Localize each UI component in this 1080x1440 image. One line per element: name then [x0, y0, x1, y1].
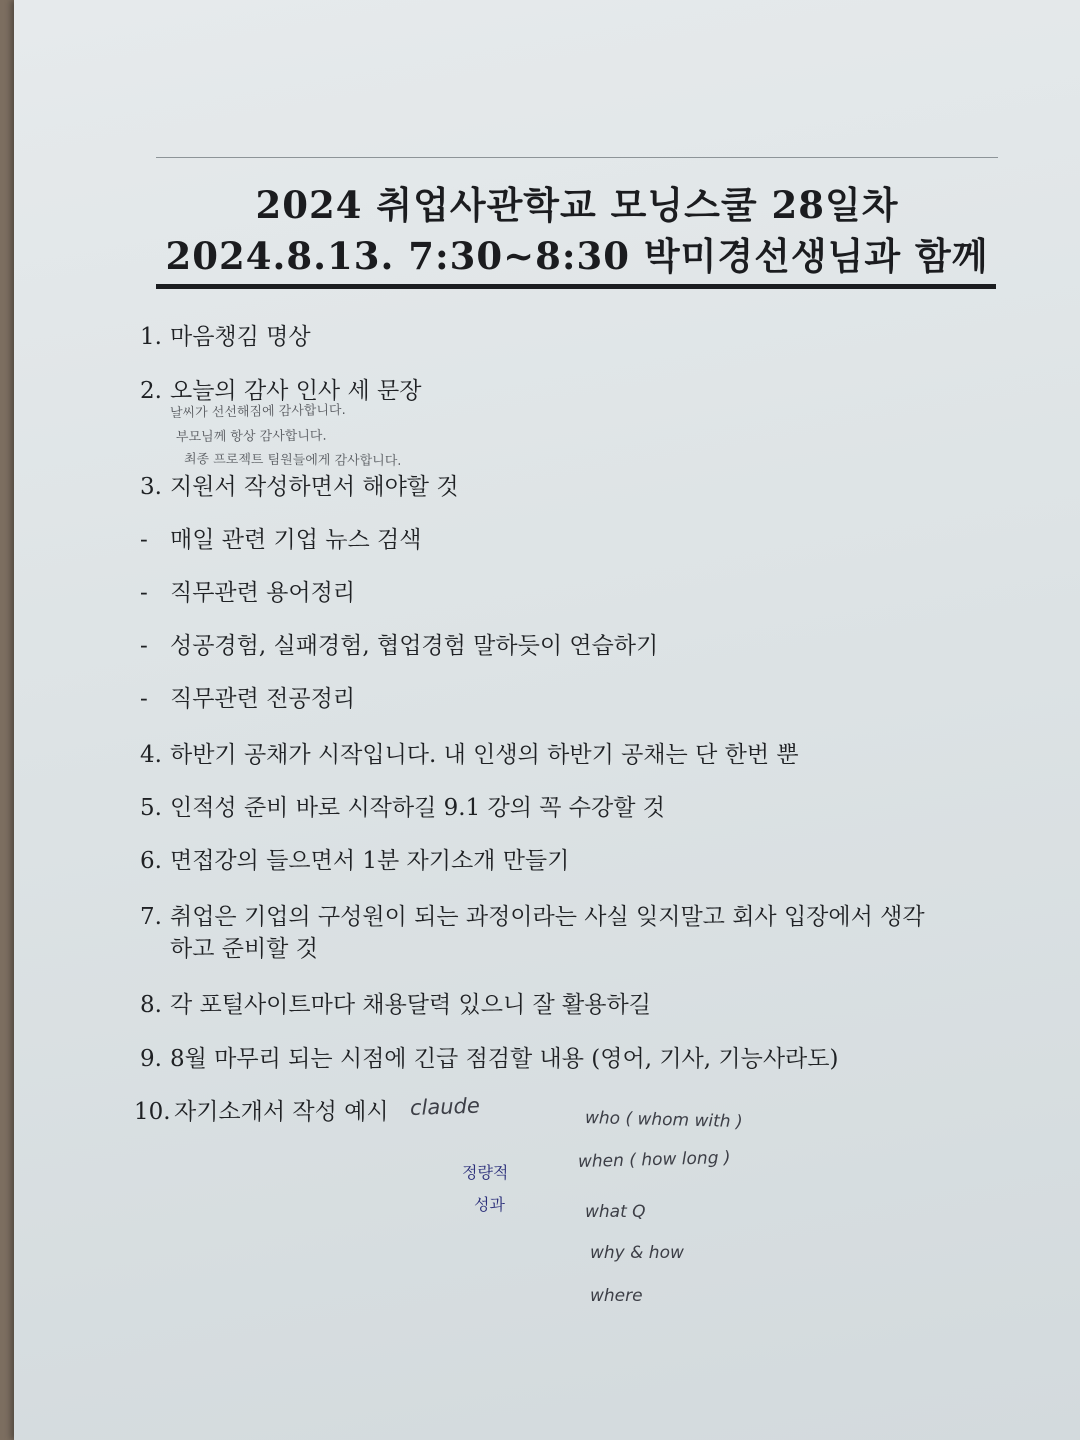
item-number: 9. — [140, 1046, 162, 1072]
item-text: 직무관련 전공정리 — [170, 686, 356, 712]
handwritten-gratitude-3: 최종 프로젝트 팀원들에게 감사합니다. — [183, 452, 402, 469]
item-text: 8월 마무리 되는 시점에 긴급 점검할 내용 (영어, 기사, 기능사라도) — [170, 1046, 839, 1072]
item-number: 10. — [134, 1099, 171, 1125]
list-item — [140, 574, 355, 607]
item-text: 마음챙김 명상 — [170, 324, 311, 350]
list-item — [140, 627, 658, 660]
list-item — [140, 468, 459, 501]
list-item — [140, 318, 311, 351]
item-number: 7. — [140, 904, 162, 930]
list-item — [140, 521, 421, 554]
list-item — [140, 736, 799, 769]
item-number: 1. — [140, 324, 162, 350]
item-number: 3. — [140, 474, 162, 500]
list-item — [140, 680, 355, 713]
item-number: 6. — [140, 848, 162, 874]
document-title: 2024 취업사관학교 모닝스쿨 28일차 — [255, 183, 899, 227]
item-text: 취업은 기업의 구성원이 되는 과정이라는 사실 잊지말고 회사 입장에서 생각 — [170, 904, 925, 930]
item-text: 자기소개서 작성 예시 — [174, 1099, 389, 1125]
handwritten-five-w-5: where — [590, 1286, 643, 1306]
list-item — [140, 986, 651, 1019]
item-number: 2. — [140, 378, 162, 404]
handwritten-five-w-1: who ( whom with ) — [584, 1108, 743, 1133]
item-text: 인적성 준비 바로 시작하길 9.1 강의 꼭 수강할 것 — [170, 795, 665, 821]
item-bullet: - — [140, 633, 148, 659]
header-divider — [156, 284, 996, 289]
item-bullet: - — [140, 527, 148, 553]
handwritten-gratitude-2: 부모님께 항상 감사합니다. — [175, 428, 327, 445]
handwritten-claude: claude — [409, 1093, 481, 1120]
item-number: 4. — [140, 742, 162, 768]
top-divider — [156, 157, 998, 158]
list-item — [134, 1093, 389, 1126]
document-subtitle: 2024.8.13. 7:30~8:30 박미경선생님과 함께 — [165, 234, 989, 278]
item-text: 성공경험, 실패경험, 협업경험 말하듯이 연습하기 — [170, 633, 659, 659]
item-text: 지원서 작성하면서 해야할 것 — [170, 474, 459, 500]
handwritten-quant-2: 성과 — [474, 1195, 505, 1214]
item-bullet: - — [140, 686, 148, 712]
item-text: 각 포털사이트마다 채용달력 있으니 잘 활용하길 — [170, 992, 651, 1018]
item-number: 8. — [140, 992, 162, 1018]
item-text: 직무관련 용어정리 — [170, 580, 356, 606]
handwritten-quant-1: 정량적 — [462, 1163, 509, 1182]
item-text: 면접강의 들으면서 1분 자기소개 만들기 — [170, 848, 570, 874]
list-item — [140, 898, 925, 931]
list-item — [140, 789, 665, 822]
handwritten-five-w-2: when ( how long ) — [577, 1148, 731, 1172]
item-text: 매일 관련 기업 뉴스 검색 — [170, 527, 422, 553]
paper-sheet — [14, 0, 1080, 1440]
handwritten-five-w-4: why & how — [590, 1243, 684, 1263]
list-item-continuation: 하고 준비할 것 — [170, 936, 318, 962]
list-item — [140, 842, 569, 875]
handwritten-five-w-3: what Q — [585, 1202, 646, 1222]
item-text: 하반기 공채가 시작입니다. 내 인생의 하반기 공채는 단 한번 뿐 — [170, 742, 799, 768]
item-text: 오늘의 감사 인사 세 문장 — [170, 378, 422, 404]
handwritten-gratitude-1: 날씨가 선선해짐에 감사합니다. — [169, 402, 346, 421]
list-item — [140, 1040, 838, 1073]
item-bullet: - — [140, 580, 148, 606]
item-number: 5. — [140, 795, 162, 821]
